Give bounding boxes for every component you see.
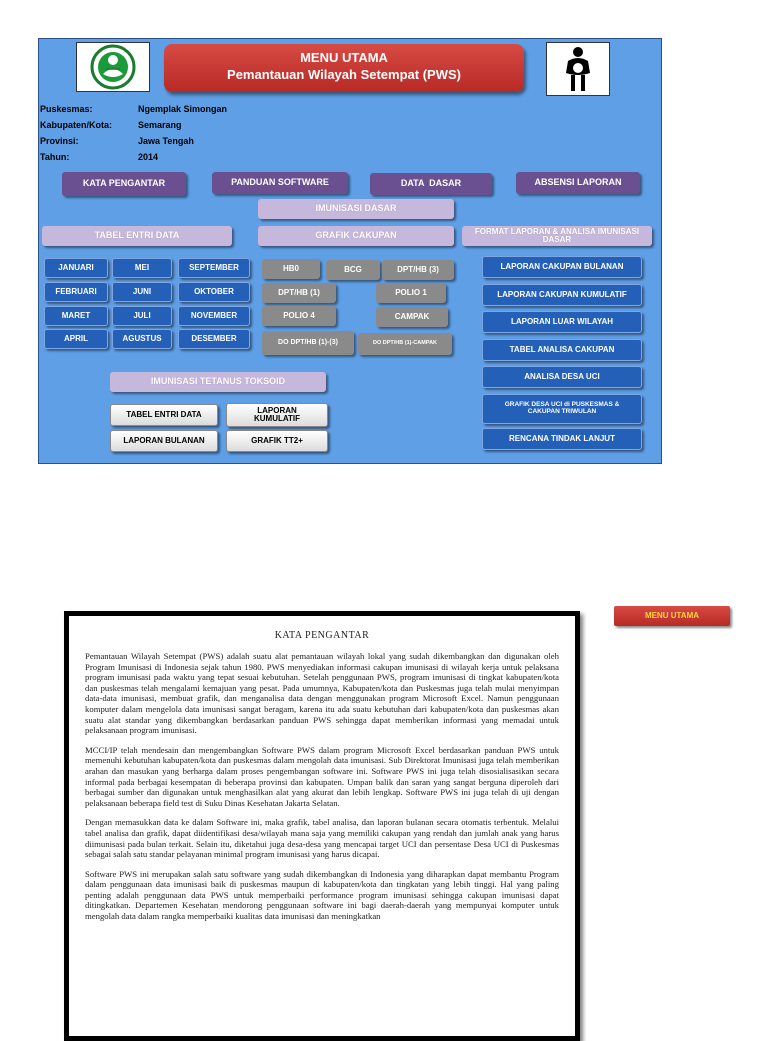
info-label-provinsi: Provinsi:	[40, 136, 79, 146]
grafik-polio1-button[interactable]: POLIO 1	[376, 283, 446, 303]
document-title: KATA PENGANTAR	[274, 630, 370, 641]
laporan-cakupan-bulanan-button[interactable]: LAPORAN CAKUPAN BULANAN	[482, 256, 642, 278]
info-label-kabupaten: Kabupaten/Kota:	[40, 120, 112, 130]
month-september-button[interactable]: SEPTEMBER	[178, 258, 250, 278]
mother-child-logo	[546, 42, 610, 96]
month-maret-button[interactable]: MARET	[44, 306, 108, 326]
grafik-hb0-button[interactable]: HB0	[262, 259, 320, 279]
document-paragraph: MCCI/IP telah mendesain dan mengembangkan Software PWS dalam program Microsoft Excel berdasarkan panduan PWS untuk memenuhi kebutuhan kabupaten/kota dan puskesmas dalam mengolah data imunisasi. Sub Direktorat Imunisasi juga telah memberikan arahan dan masukan yang berharga dalam proses pengembangan software ini. Software PWS ini juga telah disosialisasikan secara informal pada berbagai kesempatan di beberapa provinsi dan kabupaten. Umpan balik dan saran yang sangat berguna diperoleh dari berbagai sumber dan digunakan untuk menghasilkan alat yang akurat dan lebih lengkap. Software PWS ini juga telah di uji dengan pelaksanaan beberapa field test di Suku Dinas Kesehatan Jakarta Selatan.	[85, 744, 559, 808]
month-juni-button[interactable]: JUNI	[112, 282, 172, 302]
month-desember-button[interactable]: DESEMBER	[178, 329, 250, 349]
document-paragraph: Pemantauan Wilayah Setempat (PWS) adalah suatu alat pemantauan wilayah lokal yang sudah dikembangkan dan digunakan oleh Program Imunisasi di Indonesia sejak tahun 1980. PWS menyediakan informasi cakupan imunisasi di wilayah kerja untuk pelaksana program imunisasi pada waktu yang tepat sesuai kebutuhan. Setelah penggunaan PWS, program imunisasi di tingkat kabupaten/kota dan puskesmas telah mengalami kemajuan yang pesat. Pada umumnya, Kabupaten/kota dan Puskesmas juga telah mulai menyimpan data-data imunisasi, membuat grafik, dan menganalisa data dengan menggunakan program Microsoft Excel. Namun penggunaan komputer dalam mengelola data imunisasi sangat beragam, karena itu ada suatu kebutuhan dari kabupaten/kota dan puskesmas akan suatu alat standar yang dikembangkan berdasarkan panduan PWS sehingga dapat memberikan informasi yang memadai untuk pelaksanaan program imunisasi.	[85, 651, 559, 736]
mother-child-icon	[558, 45, 598, 93]
absensi-laporan-button[interactable]: ABSENSI LAPORAN	[516, 172, 640, 194]
info-value-kabupaten: Semarang	[138, 120, 182, 130]
menu-utama-button[interactable]: MENU UTAMA	[614, 606, 730, 626]
kata-pengantar-document	[64, 611, 580, 1041]
page-title: MENU UTAMA	[300, 50, 388, 65]
bakti-husada-icon	[90, 44, 136, 90]
main-title-banner	[164, 44, 524, 92]
tabel-analisa-cakupan-button[interactable]: TABEL ANALISA CAKUPAN	[482, 339, 642, 361]
grafik-do-dpt-hb-campak-button[interactable]: DO DPT/HB (1)-CAMPAK	[358, 333, 452, 355]
month-april-button[interactable]: APRIL	[44, 329, 108, 349]
tt-grafik-tt2-button[interactable]: GRAFIK TT2+	[226, 430, 328, 452]
grafik-do-dpt-hb-1-3-button[interactable]: DO DPT/HB (1)-(3)	[262, 331, 354, 355]
panduan-software-button[interactable]: PANDUAN SOFTWARE	[212, 172, 348, 194]
document-paragraph: Software PWS ini merupakan salah satu software yang sudah dikembangkan di Indonesia yang diharapkan dapat membantu Program dalam penggunaan data imunisasi baik di puskesmas maupun di kabupaten/kota dan tingkatan yang lebih tinggi. Hal yang paling penting adalah penggunaan data PWS untuk memperbaiki performance program imunisasi sehingga cakupan imunisasi dapat ditingkatkan. Departemen Kesehatan mendorong penggunaan software ini bagi daerah-daerah yang mempunyai komputer untuk mengolah data dalam rangka memperbaiki kualitas data imunisasi dan meningkatkan	[85, 868, 559, 922]
bakti-husada-logo	[76, 42, 150, 92]
grafik-dpt-hb3-button[interactable]: DPT/HB (3)	[382, 260, 454, 280]
laporan-cakupan-kumulatif-button[interactable]: LAPORAN CAKUPAN KUMULATIF	[482, 284, 642, 306]
rencana-tindak-lanjut-button[interactable]: RENCANA TINDAK LANJUT	[482, 428, 642, 450]
tt-tabel-entri-data-button[interactable]: TABEL ENTRI DATA	[110, 404, 218, 426]
grafik-desa-uci-button[interactable]: GRAFIK DESA UCI di PUSKESMAS & CAKUPAN TRIWULAN	[482, 394, 642, 424]
month-oktober-button[interactable]: OKTOBER	[178, 282, 250, 302]
grafik-bcg-button[interactable]: BCG	[326, 260, 380, 280]
imunisasi-tetanus-header: IMUNISASI TETANUS TOKSOID	[110, 372, 326, 392]
page-subtitle: Pemantauan Wilayah Setempat (PWS)	[227, 67, 461, 82]
info-value-puskesmas: Ngemplak Simongan	[138, 104, 228, 114]
info-value-provinsi: Jawa Tengah	[138, 136, 194, 146]
tt-laporan-bulanan-button[interactable]: LAPORAN BULANAN	[110, 430, 218, 452]
month-februari-button[interactable]: FEBRUARI	[44, 282, 108, 302]
laporan-luar-wilayah-button[interactable]: LAPORAN LUAR WILAYAH	[482, 311, 642, 333]
grafik-cakupan-header: GRAFIK CAKUPAN	[258, 226, 454, 246]
format-laporan-header: FORMAT LAPORAN & ANALISA IMUNISASI DASAR	[462, 226, 652, 246]
month-januari-button[interactable]: JANUARI	[44, 258, 108, 278]
grafik-campak-button[interactable]: CAMPAK	[376, 307, 448, 327]
document-paragraph: Dengan memasukkan data ke dalam Software ini, maka grafik, tabel analisa, dan laporan bulanan secara otomatis terbentuk. Melalui tabel analisa dan grafik, dapat diidentifikasi desa/wilayah mana saja yang memiliki cakupan yang rendah dan jumlah anak yang harus diimunisasi pada bulan terkait. Selain itu, diketahui juga desa-desa yang mencapai target UCI dan persentase Desa UCI di Puskesmas sebagai salah satu standar pelayanan minimal program imunisasi yang harus dicapai.	[85, 817, 559, 860]
data-dasar-button[interactable]: DATA DASAR	[370, 173, 492, 195]
grafik-dpt-hb1-button[interactable]: DPT/HB (1)	[262, 283, 336, 303]
month-mei-button[interactable]: MEI	[112, 258, 172, 278]
tabel-entri-data-header: TABEL ENTRI DATA	[42, 226, 232, 246]
grafik-polio4-button[interactable]: POLIO 4	[262, 306, 336, 326]
month-juli-button[interactable]: JULI	[112, 306, 172, 326]
kata-pengantar-button[interactable]: KATA PENGANTAR	[62, 172, 186, 196]
month-agustus-button[interactable]: AGUSTUS	[112, 329, 172, 349]
month-november-button[interactable]: NOVEMBER	[178, 306, 250, 326]
info-label-puskesmas: Puskesmas:	[40, 104, 93, 114]
info-value-tahun: 2014	[138, 152, 159, 162]
info-label-tahun: Tahun:	[40, 152, 70, 162]
tt-laporan-kumulatif-button[interactable]: LAPORAN KUMULATIF	[226, 403, 328, 427]
imunisasi-dasar-header: IMUNISASI DASAR	[258, 199, 454, 219]
analisa-desa-uci-button[interactable]: ANALISA DESA UCI	[482, 366, 642, 388]
